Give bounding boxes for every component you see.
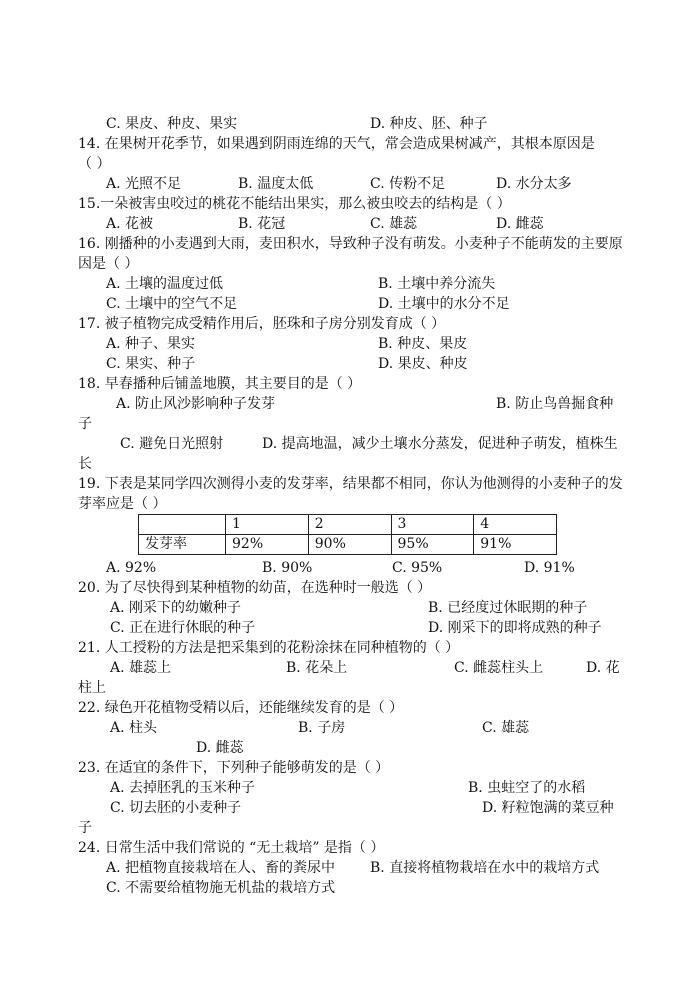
q19-stem: 19. 下表是某同学四次测得小麦的发芽率，结果都不相同，你认为他测得的小麦种子的发 bbox=[78, 476, 623, 492]
q20-option-d: D. 刚采下的即将成熟的种子 bbox=[428, 620, 602, 636]
q16-option-b: B. 土壤中养分流失 bbox=[378, 276, 496, 292]
q15-option-a: A. 花被 bbox=[106, 216, 154, 232]
q24-stem: 24. 日常生活中我们常说的 “无土栽培” 是指（ ） bbox=[78, 840, 385, 856]
q14-option-d: D. 水分太多 bbox=[496, 176, 572, 192]
q14-option-b: B. 温度太低 bbox=[238, 176, 314, 192]
table-cell: 95% bbox=[391, 535, 474, 555]
q22-option-b: B. 子房 bbox=[298, 720, 346, 736]
q21-option-d: D. 花 bbox=[586, 660, 620, 676]
q23-stem: 23. 在适宜的条件下，下列种子能够萌发的是（ ） bbox=[78, 760, 390, 776]
q22-stem: 22. 绿色开花植物受精以后，还能继续发育的是（ ） bbox=[78, 700, 404, 716]
q21-option-a: A. 雄蕊上 bbox=[110, 660, 172, 676]
q19-option-b: B. 90% bbox=[262, 560, 313, 576]
q23-option-a: A. 去掉胚乳的玉米种子 bbox=[110, 780, 256, 796]
q20-stem: 20. 为了尽快得到某种植物的幼苗，在选种时一般选（ ） bbox=[78, 580, 432, 596]
q19-stem-cont: 芽率应是（ ） bbox=[78, 496, 167, 512]
q20-option-a: A. 刚采下的幼嫩种子 bbox=[110, 600, 242, 616]
q18-option-c: C. 避免日光照射 bbox=[120, 436, 224, 452]
q22-option-a: A. 柱头 bbox=[110, 720, 158, 736]
q16-option-d: D. 土壤中的水分不足 bbox=[378, 296, 510, 312]
q23-option-c: C. 切去胚的小麦种子 bbox=[110, 800, 242, 816]
q18-option-b-cont: 子 bbox=[78, 416, 92, 432]
q19-option-a: A. 92% bbox=[106, 560, 157, 576]
q23-option-d-cont: 子 bbox=[78, 820, 92, 836]
q24-option-b: B. 直接将植物栽培在水中的栽培方式 bbox=[370, 860, 600, 876]
q16-option-a: A. 土壤的温度过低 bbox=[106, 276, 224, 292]
q24-option-c: C. 不需要给植物施无机盐的栽培方式 bbox=[106, 880, 336, 896]
table-cell: 91% bbox=[474, 535, 557, 555]
table-cell: 1 bbox=[226, 515, 309, 535]
q17-option-c: C. 果实、种子 bbox=[106, 356, 196, 372]
q16-option-c: C. 土壤中的空气不足 bbox=[106, 296, 238, 312]
q19-option-c: C. 95% bbox=[392, 560, 443, 576]
table-row bbox=[139, 535, 557, 555]
q22-option-d: D. 雌蕊 bbox=[196, 740, 244, 756]
q23-option-d: D. 籽粒饱满的菜豆种 bbox=[482, 800, 614, 816]
q15-option-b: B. 花冠 bbox=[238, 216, 286, 232]
q21-option-b: B. 花朵上 bbox=[286, 660, 348, 676]
q14-option-c: C. 传粉不足 bbox=[370, 176, 446, 192]
q20-option-b: B. 已经度过休眠期的种子 bbox=[428, 600, 588, 616]
germination-rate-table bbox=[138, 514, 557, 555]
table-cell: 90% bbox=[308, 535, 391, 555]
table-cell: 4 bbox=[474, 515, 557, 535]
q17-option-a: A. 种子、果实 bbox=[106, 336, 196, 352]
q14-stem-cont: （ ） bbox=[78, 156, 111, 172]
q17-option-d: D. 果皮、种皮 bbox=[378, 356, 468, 372]
table-cell: 92% bbox=[226, 535, 309, 555]
table-cell: 3 bbox=[391, 515, 474, 535]
q19-option-d: D. 91% bbox=[524, 560, 575, 576]
q16-stem: 16. 刚播种的小麦遇到大雨，麦田积水，导致种子没有萌发。小麦种子不能萌发的主要原 bbox=[78, 236, 623, 252]
q21-stem: 21. 人工授粉的方法是把采集到的花粉涂抹在同种植物的（ ） bbox=[78, 640, 460, 656]
q18-option-a: A. 防止风沙影响种子发芽 bbox=[116, 396, 276, 412]
q23-option-b: B. 虫蛀空了的水稻 bbox=[468, 780, 586, 796]
table-cell bbox=[139, 515, 226, 535]
q18-option-d-cont: 长 bbox=[78, 456, 92, 472]
q20-option-c: C. 正在进行休眠的种子 bbox=[110, 620, 256, 636]
q24-option-a: A. 把植物直接栽培在人、畜的粪尿中 bbox=[106, 860, 336, 876]
q22-option-c: C. 雄蕊 bbox=[482, 720, 530, 736]
q17-option-b: B. 种皮、果皮 bbox=[378, 336, 468, 352]
q21-option-d-cont: 柱上 bbox=[78, 680, 106, 696]
q18-option-b: B. 防止鸟兽掘食种 bbox=[496, 396, 614, 412]
q18-stem: 18. 早春播种后铺盖地膜，其主要目的是（ ） bbox=[78, 376, 362, 392]
q15-stem: 15.一朵被害虫咬过的桃花不能结出果实，那么被虫咬去的结构是（ ） bbox=[78, 196, 511, 212]
q15-option-d: D. 雌蕊 bbox=[496, 216, 544, 232]
table-cell: 2 bbox=[308, 515, 391, 535]
q13-option-c: C. 果皮、种皮、果实 bbox=[106, 116, 238, 132]
q16-stem-cont: 因是（ ） bbox=[78, 256, 139, 272]
q21-option-c: C. 雌蕊柱头上 bbox=[454, 660, 544, 676]
table-cell: 发芽率 bbox=[139, 535, 226, 555]
q18-option-d: D. 提高地温，减少土壤水分蒸发，促进种子萌发，植株生 bbox=[262, 436, 618, 452]
q14-stem: 14. 在果树开花季节，如果遇到阴雨连绵的天气，常会造成果树减产，其根本原因是 bbox=[78, 136, 595, 152]
q14-option-a: A. 光照不足 bbox=[106, 176, 182, 192]
q17-stem: 17. 被子植物完成受精作用后，胚珠和子房分别发育成（ ） bbox=[78, 316, 446, 332]
q13-option-d: D. 种皮、胚、种子 bbox=[370, 116, 488, 132]
q15-option-c: C. 雄蕊 bbox=[370, 216, 418, 232]
table-header-row bbox=[139, 515, 557, 535]
